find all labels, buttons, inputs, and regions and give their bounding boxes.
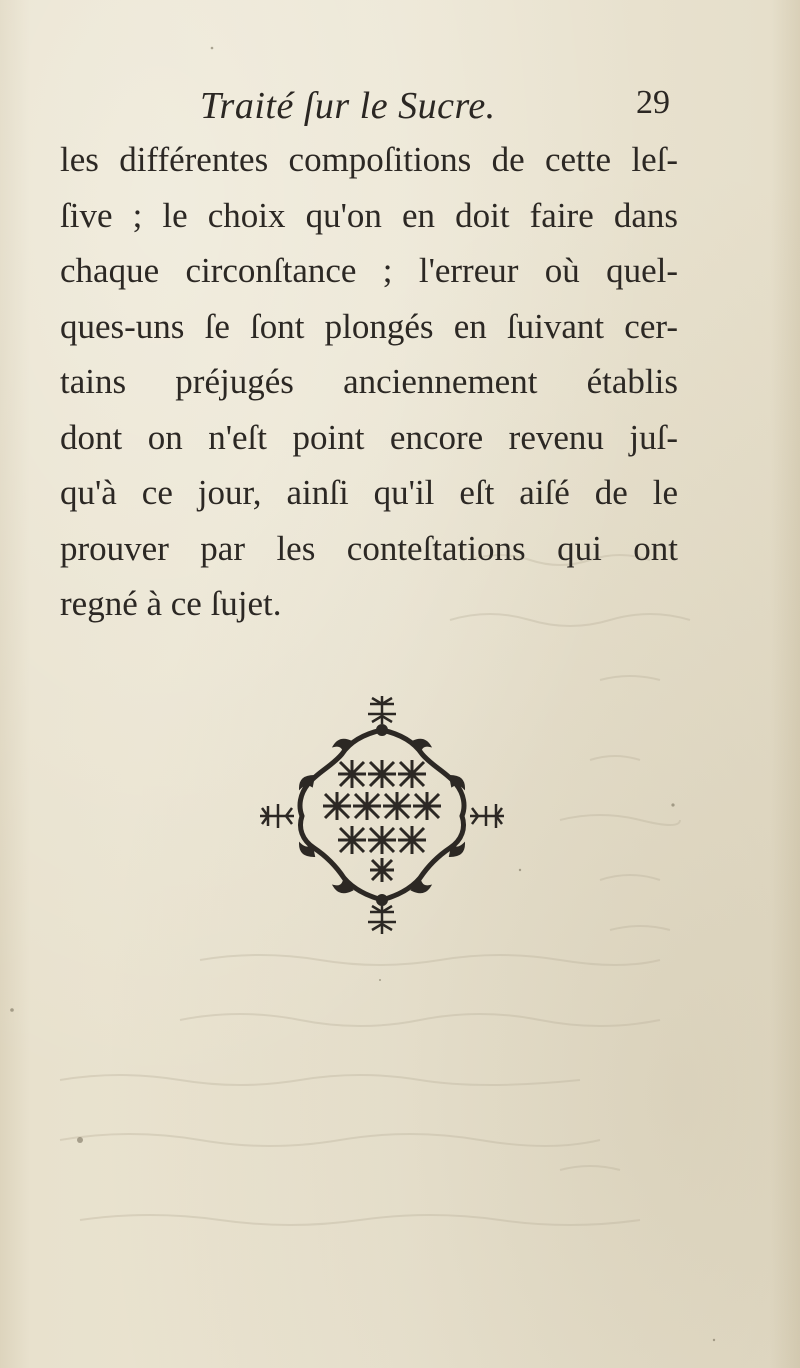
text-line: chaque circonſtance ; l'erreur où quel- — [60, 251, 678, 290]
text-line: qu'à ce jour, ainſi qu'il eſt aiſé de le — [60, 473, 678, 512]
running-head-title: Traité ſur le Sucre. — [200, 85, 496, 127]
text-line: tains préjugés anciennement établis — [60, 362, 678, 401]
text-line: dont on n'eſt point encore revenu juſ- — [60, 417, 678, 457]
text-line: prouver par les conteſtations qui ont — [60, 528, 678, 568]
fleuron-ornament-icon — [252, 690, 512, 940]
page-number: 29 — [636, 84, 670, 121]
text-line: regné à ce ſujet. — [60, 584, 282, 623]
body-paragraph — [60, 132, 678, 632]
text-line: ques-uns ſe ſont plongés en ſuivant cer- — [60, 306, 678, 346]
text-line: les différentes compoſitions de cette leſ- — [60, 140, 678, 179]
text-line: ſive ; le choix qu'on en doit faire dans — [60, 195, 678, 235]
running-head — [200, 84, 670, 128]
